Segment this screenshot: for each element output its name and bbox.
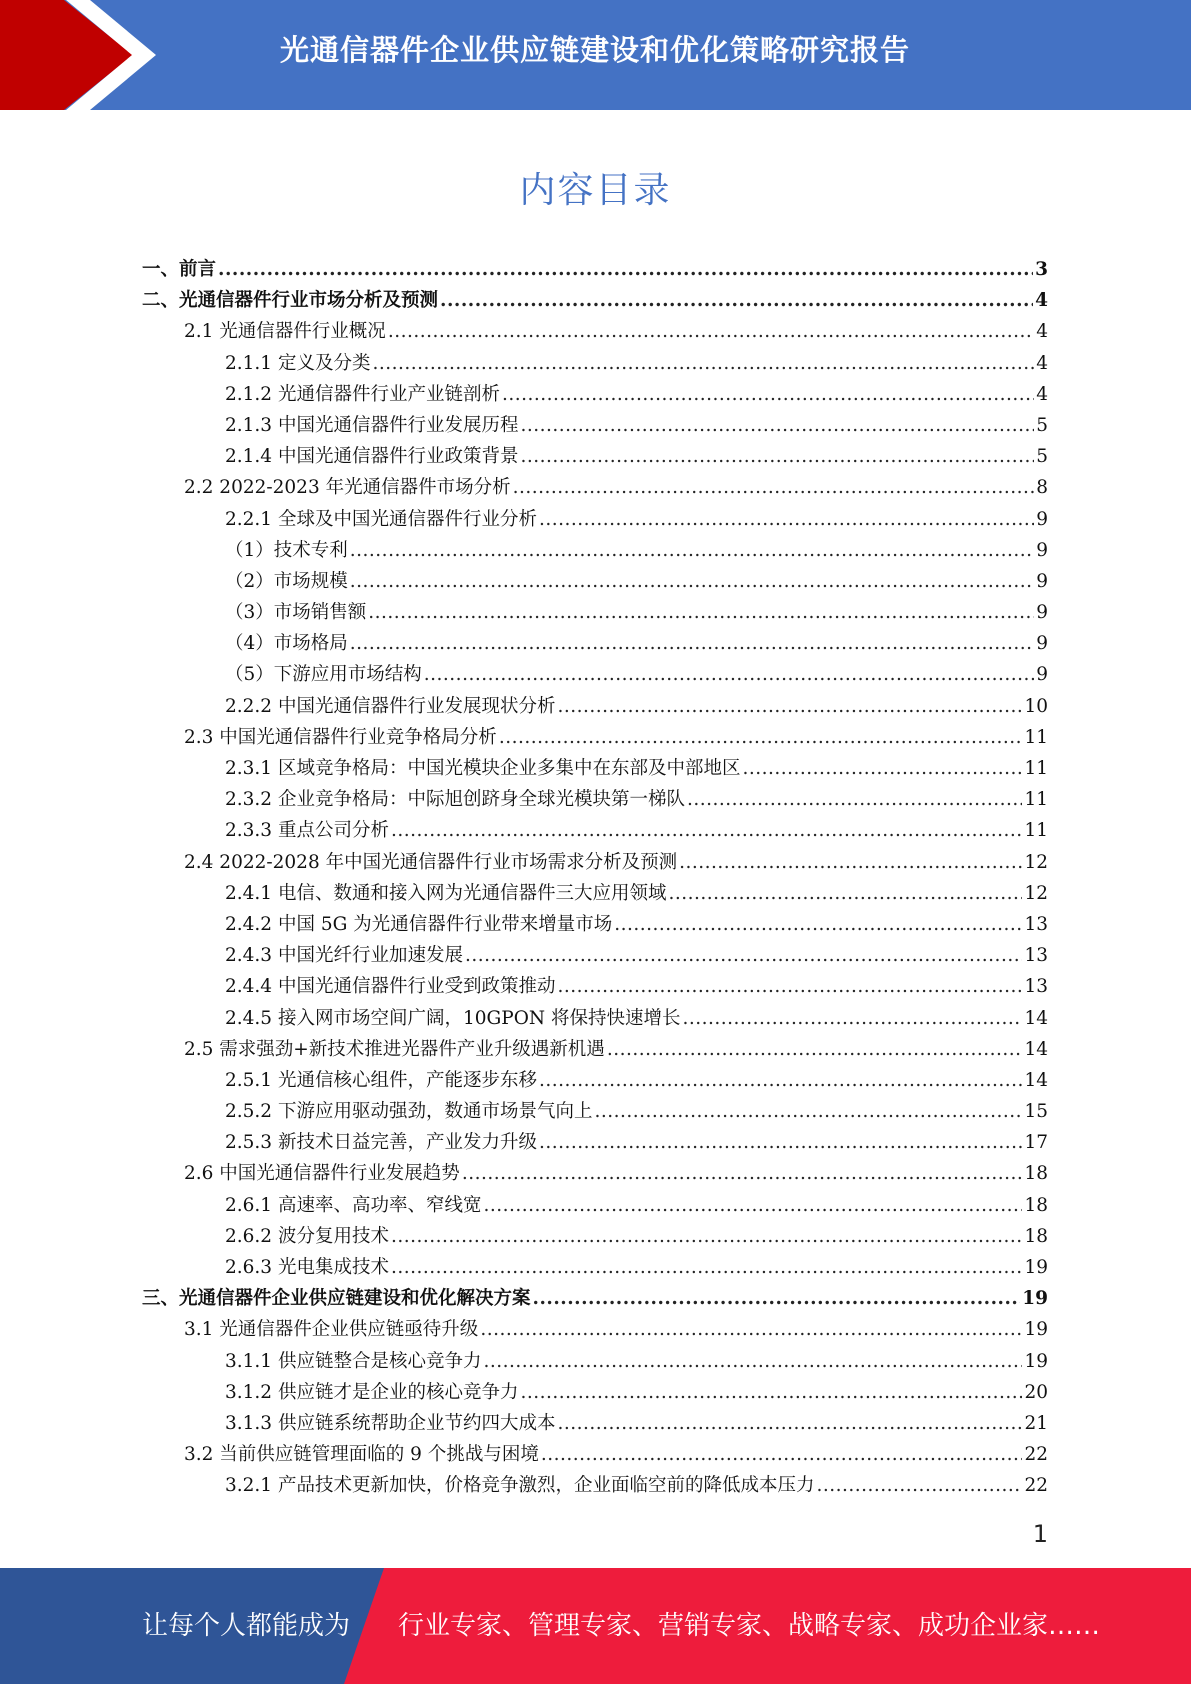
toc-entry-title: 2.6.2 波分复用技术 [225,1225,389,1247]
report-title: 光通信器件企业供应链建设和优化策略研究报告 [279,33,910,67]
dot-leader [391,1252,1022,1283]
toc-entry[interactable] [142,441,1048,472]
dot-leader [391,815,1022,846]
red-chevron-shape [0,0,133,110]
toc-heading: 内容目录 [519,170,672,211]
toc-entry-page: 9 [1036,539,1048,561]
dot-leader [687,784,1022,815]
toc-entry[interactable] [142,410,1048,441]
toc-entry-title: 2.6.1 高速率、高功率、窄线宽 [225,1194,482,1216]
toc-entry-page: 4 [1036,383,1048,405]
toc-entry-title: （5）下游应用市场结构 [225,664,422,686]
toc-entry[interactable] [142,254,1048,285]
page-number: 1 [1032,1520,1048,1548]
toc-entry[interactable] [142,316,1048,347]
toc-entry-title: 2.2.1 全球及中国光通信器件行业分析 [225,508,537,530]
toc-entry-title: 2.6 中国光通信器件行业发展趋势 [184,1163,460,1185]
toc-entry-title: 2.3.2 企业竞争格局：中际旭创跻身全球光模块第一梯队 [225,789,685,811]
toc-entry-page: 4 [1036,352,1048,374]
toc-entry-title: 2.3.1 区域竞争格局：中国光模块企业多集中在东部及中部地区 [225,758,741,779]
dot-leader [520,410,1034,441]
toc-entry-page: 11 [1024,789,1048,811]
header-banner [0,0,1191,110]
toc-entry-title: 2.4.5 接入网市场空间广阔，10GPON 将保持快速增长 [225,1007,681,1029]
toc-entry-title: 三、光通信器件企业供应链建设和优化解决方案 [142,1288,531,1310]
toc-entry-page: 11 [1024,820,1048,842]
footer-banner [0,1568,1191,1684]
dot-leader [480,1314,1022,1345]
toc-entry[interactable] [142,1003,1048,1034]
toc-entry[interactable] [142,909,1048,940]
toc-entry-title: 2.1 光通信器件行业概况 [184,321,386,343]
dot-leader [483,1190,1022,1221]
toc-entry-title: 3.1.3 供应链系统帮助企业节约四大成本 [225,1412,556,1434]
toc-entry-page: 21 [1024,1412,1048,1434]
toc-entry-page: 5 [1036,414,1048,436]
toc-entry[interactable] [142,1034,1048,1065]
toc-entry-title: 2.4.1 电信、数通和接入网为光通信器件三大应用领域 [225,882,667,904]
toc-entry[interactable] [142,1065,1048,1096]
toc-entry-title: （1）技术专利 [225,539,348,561]
toc-entry-page: 4 [1036,321,1048,343]
toc-entry[interactable] [142,1408,1048,1439]
toc-entry[interactable] [142,878,1048,909]
toc-entry[interactable] [142,1190,1048,1221]
dot-leader [539,1065,1022,1096]
toc-entry[interactable] [142,659,1048,690]
toc-entry[interactable] [142,504,1048,535]
toc-entry[interactable] [142,1314,1048,1345]
toc-entry-page: 22 [1024,1475,1048,1497]
toc-entry-page: 8 [1036,477,1048,499]
toc-entry-page: 4 [1035,290,1048,312]
toc-entry-title: 2.2 2022-2023 年光通信器件市场分析 [184,477,511,499]
toc-entry-page: 18 [1024,1225,1048,1247]
toc-entry-title: 3.1.1 供应链整合是核心竞争力 [225,1350,482,1372]
toc-entry-title: 2.3.3 重点公司分析 [225,820,389,842]
dot-leader [539,1127,1022,1158]
toc-entry[interactable] [142,722,1048,753]
dot-leader [557,1408,1022,1439]
toc-entry-page: 19 [1022,1288,1048,1310]
toc-entry[interactable] [142,971,1048,1002]
toc-entry-page: 11 [1024,758,1048,779]
toc-entry-title: 3.2 当前供应链管理面临的 9 个挑战与困境 [184,1444,539,1466]
toc-entry-page: 11 [1024,726,1048,748]
dot-leader [391,1221,1022,1252]
toc-entry[interactable] [142,1158,1048,1189]
toc-entry-page: 9 [1036,570,1048,592]
toc-entry-title: 2.4.4 中国光通信器件行业受到政策推动 [225,976,556,998]
toc-entry-title: 2.1.3 中国光通信器件行业发展历程 [225,414,519,436]
toc-entry-title: 2.1.4 中国光通信器件行业政策背景 [225,446,519,468]
dot-leader [520,441,1034,472]
table-of-contents [142,254,1048,1502]
dot-leader [682,1003,1022,1034]
toc-entry-title: 3.1 光通信器件企业供应链亟待升级 [184,1319,479,1341]
toc-entry-title: 2.6.3 光电集成技术 [225,1257,389,1278]
dot-leader [742,753,1022,784]
toc-entry[interactable] [142,1252,1048,1283]
toc-entry-page: 3 [1035,259,1048,280]
toc-entry-page: 9 [1036,664,1048,686]
toc-entry[interactable] [142,597,1048,628]
toc-entry[interactable] [142,1470,1048,1501]
toc-entry[interactable] [142,1346,1048,1377]
toc-entry-title: （2）市场规模 [225,570,348,592]
dot-leader [594,1096,1022,1127]
toc-entry-page: 19 [1024,1257,1048,1278]
dot-leader [368,597,1034,628]
toc-entry-title: 2.4 2022-2028 年中国光通信器件行业市场需求分析及预测 [184,851,678,873]
dot-leader [533,1283,1021,1314]
toc-entry[interactable] [142,1283,1048,1314]
toc-entry-title: 3.1.2 供应链才是企业的核心竞争力 [225,1381,519,1403]
toc-entry-page: 18 [1024,1163,1048,1185]
toc-entry-page: 14 [1024,1038,1048,1060]
dot-leader [541,1439,1023,1470]
toc-entry-page: 20 [1024,1381,1048,1403]
dot-leader [388,316,1034,347]
toc-entry[interactable] [142,535,1048,566]
toc-entry-page: 13 [1024,976,1048,998]
toc-entry[interactable] [142,691,1048,722]
dot-leader [350,535,1034,566]
dot-leader [372,348,1034,379]
toc-entry[interactable] [142,753,1048,784]
toc-entry-title: 2.1.1 定义及分类 [225,352,371,374]
toc-entry[interactable] [142,379,1048,410]
toc-entry-title: （4）市场格局 [225,633,348,655]
toc-entry-title: 二、光通信器件行业市场分析及预测 [142,290,439,312]
toc-entry-title: 2.5.2 下游应用驱动强劲，数通市场景气向上 [225,1101,593,1123]
toc-entry[interactable] [142,566,1048,597]
dot-leader [499,722,1023,753]
dot-leader [557,691,1022,722]
toc-entry-title: 2.5.1 光通信核心组件，产能逐步东移 [225,1069,537,1091]
toc-entry-page: 10 [1024,695,1048,717]
toc-entry-page: 9 [1036,602,1048,624]
dot-leader [483,1346,1022,1377]
toc-entry[interactable] [142,1377,1048,1408]
dot-leader [679,847,1022,878]
toc-entry[interactable] [142,628,1048,659]
dot-leader [502,379,1034,410]
toc-entry[interactable] [142,472,1048,503]
footer-slogan-left: 让每个人都能成为 [142,1611,351,1641]
dot-leader [520,1377,1022,1408]
toc-entry[interactable] [142,847,1048,878]
toc-entry-page: 22 [1024,1444,1048,1466]
toc-entry[interactable] [142,285,1048,316]
toc-entry[interactable] [142,815,1048,846]
toc-entry[interactable] [142,940,1048,971]
toc-entry-title: （3）市场销售额 [225,602,367,624]
dot-leader [350,566,1034,597]
toc-entry-page: 9 [1036,508,1048,530]
toc-entry-title: 2.2.2 中国光通信器件行业发展现状分析 [225,695,556,717]
dot-leader [218,254,1033,285]
toc-entry-title: 2.5.3 新技术日益完善，产业发力升级 [225,1132,537,1154]
dot-leader [350,628,1034,659]
dot-leader [424,659,1034,690]
toc-entry[interactable] [142,1096,1048,1127]
dot-leader [465,940,1022,971]
toc-entry-page: 17 [1024,1132,1048,1154]
toc-entry-page: 18 [1024,1194,1048,1216]
dot-leader [668,878,1022,909]
dot-leader [440,285,1033,316]
toc-entry-page: 14 [1024,1007,1048,1029]
toc-entry[interactable] [142,784,1048,815]
toc-entry-page: 12 [1024,851,1048,873]
toc-entry-page: 9 [1036,633,1048,655]
dot-leader [816,1470,1022,1501]
dot-leader [513,472,1035,503]
toc-entry-title: 2.4.3 中国光纤行业加速发展 [225,945,463,967]
toc-entry-title: 一、前言 [142,259,217,280]
toc-entry-page: 13 [1024,945,1048,967]
dot-leader [557,971,1022,1002]
toc-entry-page: 5 [1036,446,1048,468]
toc-entry-page: 19 [1024,1350,1048,1372]
toc-entry-page: 14 [1024,1069,1048,1091]
footer-slogan-right: 行业专家、管理专家、营销专家、战略专家、成功企业家…… [398,1611,1101,1641]
dot-leader [607,1034,1023,1065]
toc-entry-title: 3.2.1 产品技术更新加快，价格竞争激烈，企业面临空前的降低成本压力 [225,1475,815,1497]
toc-entry-title: 2.5 需求强劲+新技术推进光器件产业升级遇新机遇 [184,1038,605,1060]
toc-entry[interactable] [142,348,1048,379]
toc-entry-title: 2.4.2 中国 5G 为光通信器件行业带来增量市场 [225,913,613,935]
toc-entry-page: 13 [1024,913,1048,935]
dot-leader [462,1158,1023,1189]
dot-leader [614,909,1022,940]
toc-entry-page: 12 [1024,882,1048,904]
toc-entry-page: 19 [1024,1319,1048,1341]
toc-entry-page: 15 [1024,1101,1048,1123]
toc-entry[interactable] [142,1439,1048,1470]
toc-entry[interactable] [142,1221,1048,1252]
toc-entry[interactable] [142,1127,1048,1158]
toc-entry-title: 2.3 中国光通信器件行业竞争格局分析 [184,726,497,748]
dot-leader [539,504,1034,535]
toc-entry-title: 2.1.2 光通信器件行业产业链剖析 [225,383,500,405]
